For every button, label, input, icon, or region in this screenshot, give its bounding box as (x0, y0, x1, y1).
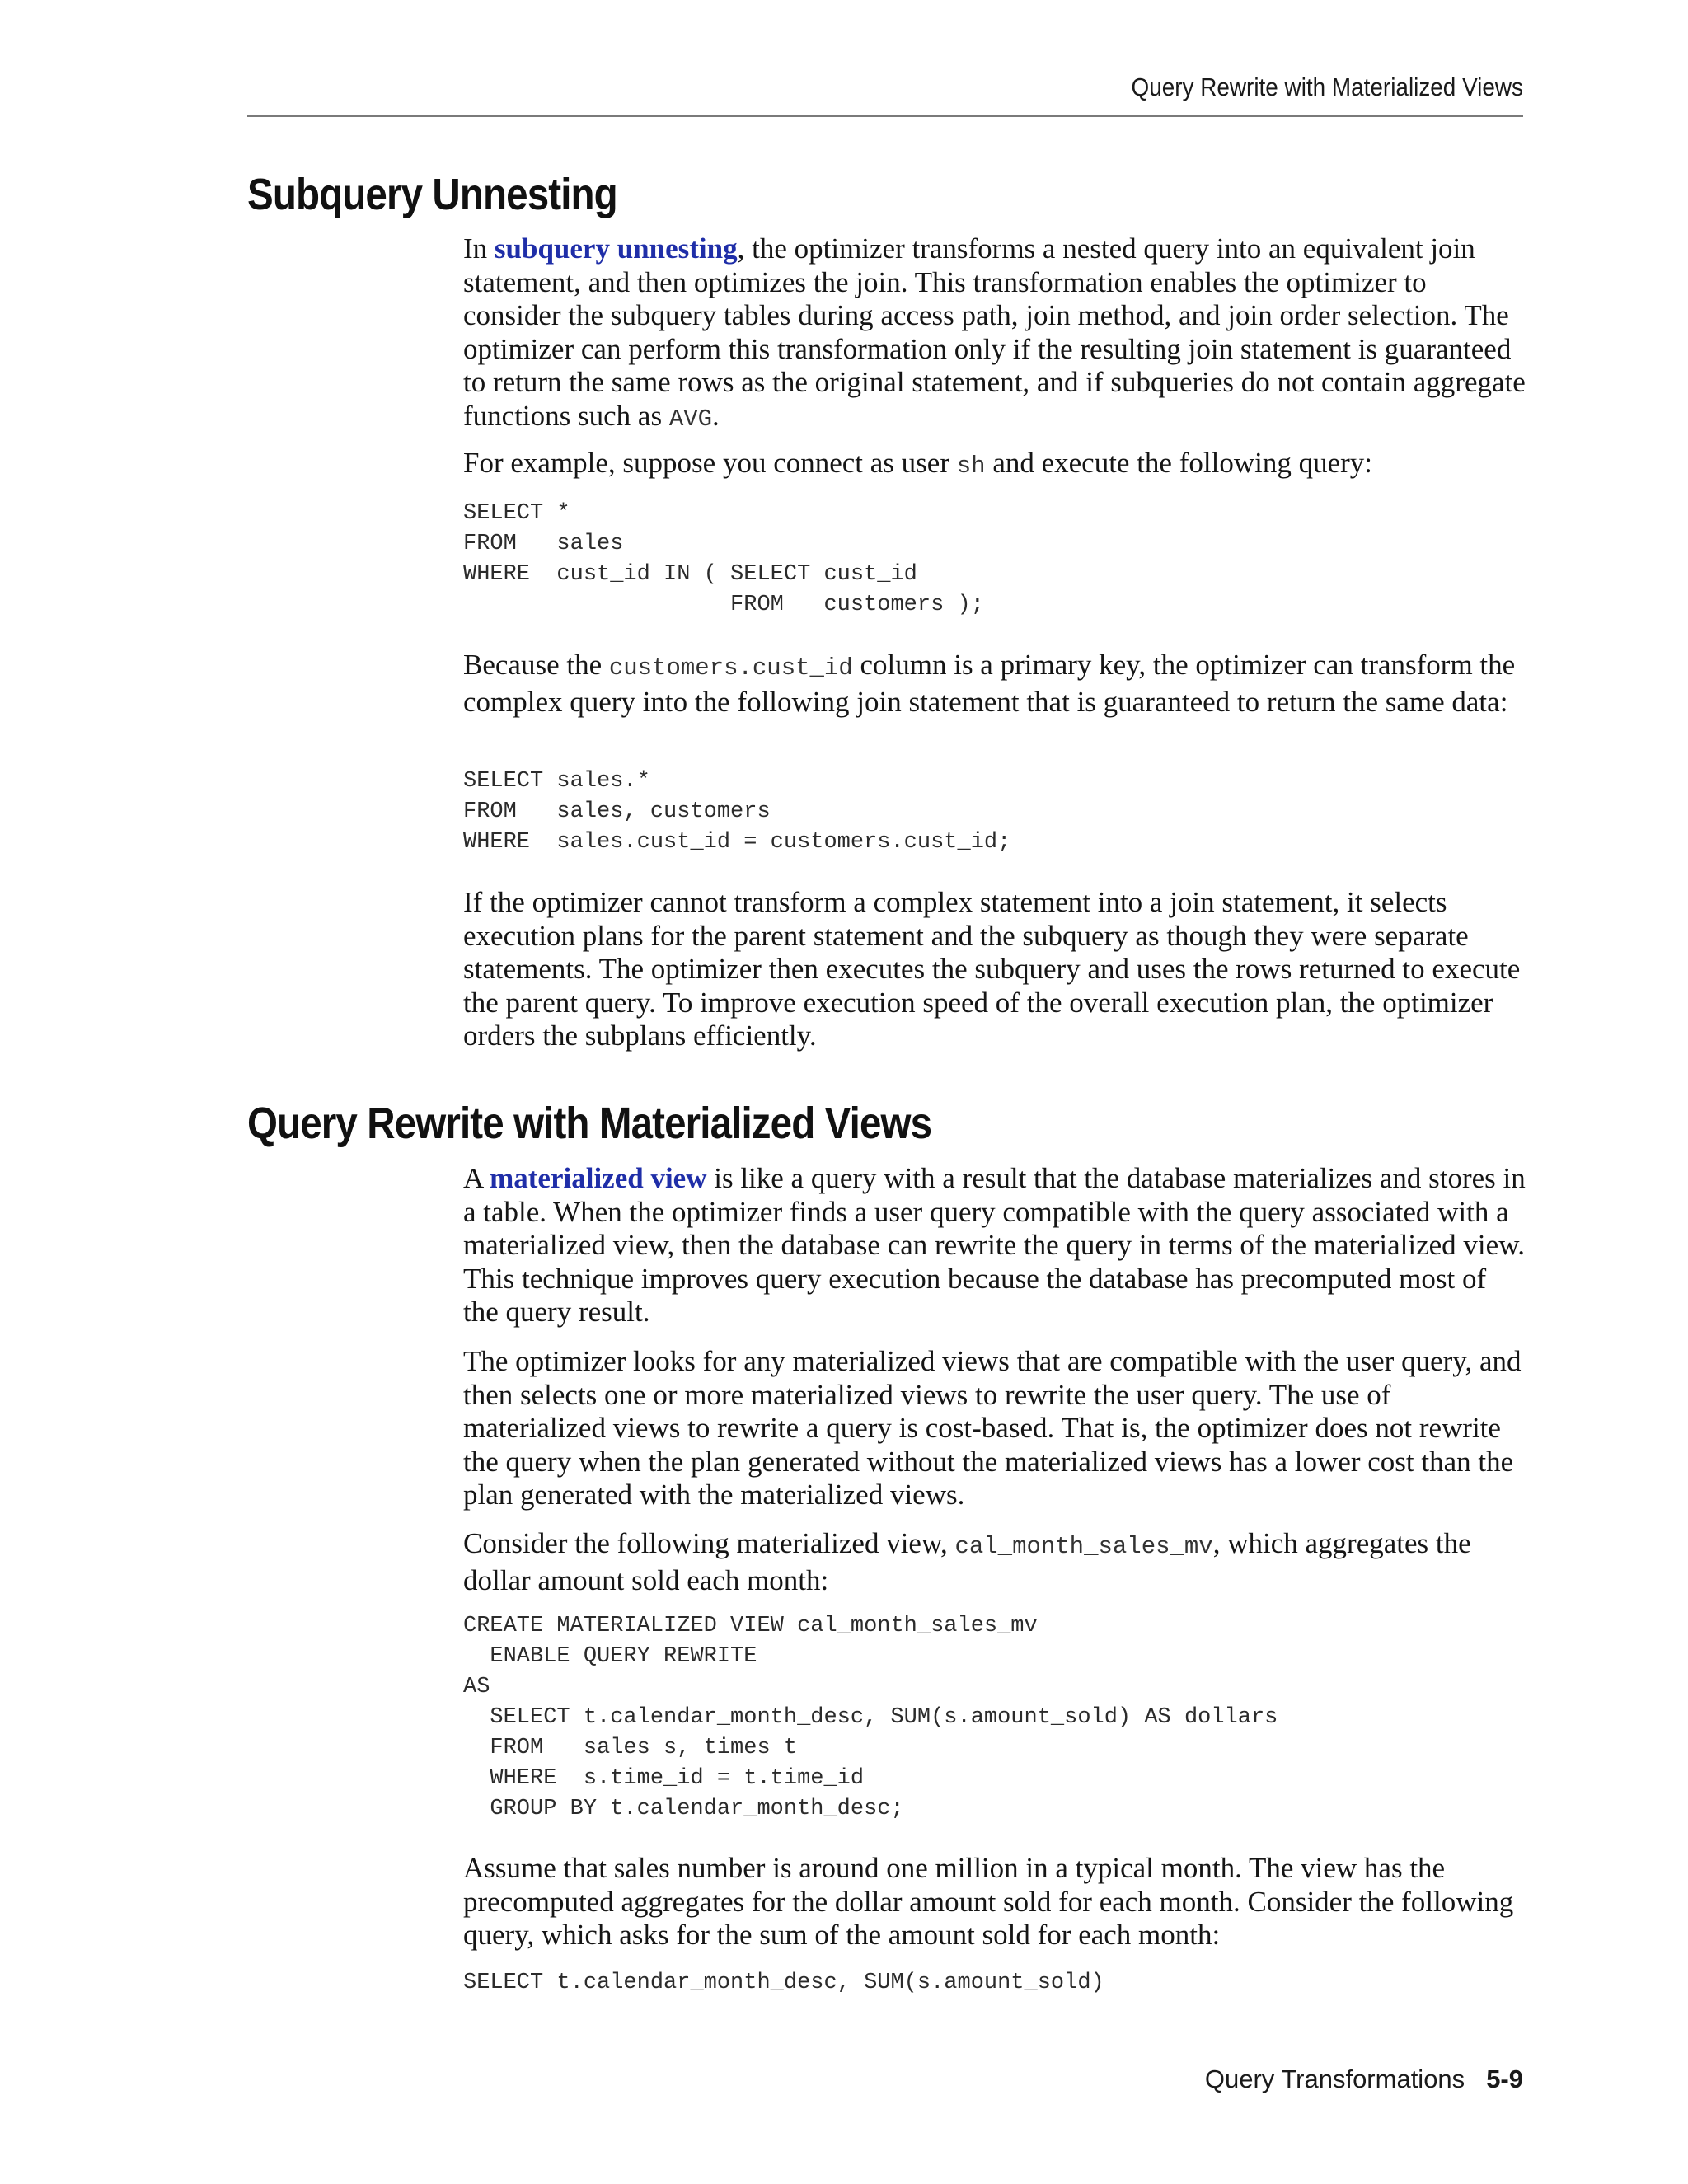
paragraph-cannot-transform: If the optimizer cannot transform a complex statement into a join statement, it selects execution plans for the parent statement and the subquery as though they were separate statements. The optimizer then executes the subquery and uses the rows returned to execute the parent query. To improve execution speed of the overall execution plan, the optimizer orders the subplans efficiently. (463, 886, 1521, 1052)
header-divider (247, 115, 1523, 117)
glossary-term-link[interactable]: materialized view (490, 1162, 707, 1194)
paragraph-example-intro: For example, suppose you connect as user sh and execute the following query: (463, 447, 1372, 480)
code-block-nested-query: SELECT * FROM sales WHERE cust_id IN ( SELECT cust_id FROM customers ); (463, 501, 984, 617)
running-footer (247, 2064, 1523, 2094)
code-block-create-mv: CREATE MATERIALIZED VIEW cal_month_sales_mv ENABLE QUERY REWRITE AS SELECT t.calendar_month_desc, SUM(s.amount_sold) AS dollars FROM sales s, times t WHERE s.time_id = t.time_id GROUP BY t.calendar_month_desc; (463, 1614, 1278, 1821)
paragraph-unnesting-definition: In subquery unnesting, the optimizer transforms a nested query into an equivalent join statement, and then optimizes the join. This transformation enables the optimizer to consider the subquery tables during access path, join method, and join order selection. The optimizer can perform this transformation only if the resulting join statement is guaranteed to return the same rows as the original statement, and if subqueries do not contain aggregate functions such as AVG. (463, 232, 1526, 433)
footer-chapter-title: Query Transformations (1204, 2064, 1465, 2093)
code-block-join-query: SELECT sales.* FROM sales, customers WHERE sales.cust_id = customers.cust_id; (463, 769, 1011, 855)
section-heading-query-rewrite: Query Rewrite with Materialized Views (247, 1099, 932, 1148)
code-block-sum-query: SELECT t.calendar_month_desc, SUM(s.amount_sold) (463, 1971, 1104, 1995)
section-heading-subquery-unnesting: Subquery Unnesting (247, 170, 617, 219)
paragraph-assume-sales: Assume that sales number is around one million in a typical month. The view has the precomputed aggregates for the dollar amount sold for each month. Consider the following query, which asks for the sum of the amount sold for each month: (463, 1852, 1514, 1951)
paragraph-primary-key: Because the customers.cust_id column is a primary key, the optimizer can transform the complex query into the following join statement that is guaranteed to return the same data: (463, 649, 1516, 718)
running-header: Query Rewrite with Materialized Views (1131, 73, 1523, 101)
paragraph-materialized-view-definition: A materialized view is like a query with a result that the database materializes and stores in a table. When the optimizer finds a user query compatible with the query associated with a materialized view, then the database can rewrite the query in terms of the materialized view. This technique improves query execution because the database has precomputed most of the query result. (463, 1162, 1526, 1328)
glossary-term-link[interactable]: subquery unnesting (494, 232, 738, 265)
paragraph-cost-based: The optimizer looks for any materialized views that are compatible with the user query, and then selects one or more materialized views to rewrite the user query. The use of materialized views to rewrite a query is cost-based. That is, the optimizer does not rewrite the query when the plan generated without the materialized views has a lower cost than the plan generated with the materialized views. (463, 1345, 1522, 1511)
paragraph-consider-mv: Consider the following materialized view, cal_month_sales_mv, which aggregates the dollar amount sold each month: (463, 1527, 1471, 1596)
page-number: 5-9 (1486, 2064, 1523, 2093)
